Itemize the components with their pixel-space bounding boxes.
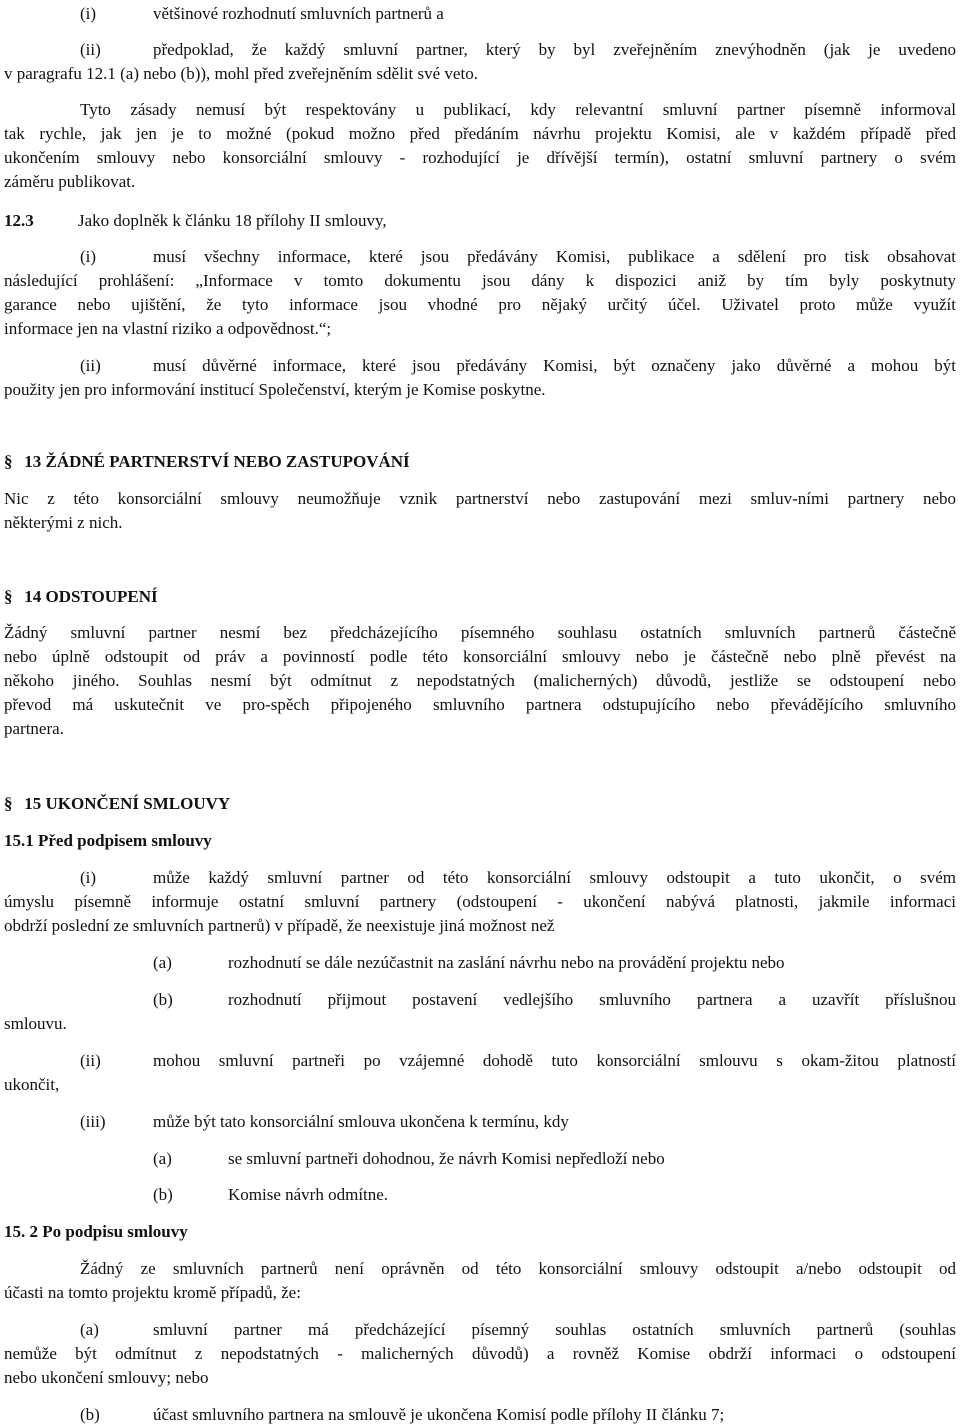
section-15-1-i-b	[4, 988, 956, 1036]
paragraph-line: ukončením smlouvy nebo konsorciální smlouvy - rozhodující je dřívější termín), ostatní smluvní partnery o svém	[4, 148, 956, 167]
paragraph-line: Nic z této konsorciální smlouvy neumožňuje vznik partnerství nebo zastupování mezi smluv-ními partnery nebo	[4, 489, 956, 508]
item-text: informace jen na vlastní riziko a odpovědnost.“;	[4, 319, 332, 338]
item-ii	[4, 38, 956, 62]
section-12-3-intro	[4, 209, 956, 233]
paragraph-line: tak rychle, jak jen je to možné (pokud možno před předáním návrhu projektu Komisi, ale v každém případě před	[4, 124, 956, 143]
item-label: (i)	[80, 4, 97, 23]
paragraph-line: Tyto zásady nemusí být respektovány u publikací, kdy relevantní smluvní partner písemně informoval	[80, 100, 956, 119]
section-15-1-heading: 15.1 Před podpisem smlouvy	[4, 831, 212, 850]
item-label: (a)	[153, 953, 172, 972]
item-text: se smluvní partneři dohodnou, že návrh Komisi nepředloží nebo	[228, 1149, 665, 1168]
section-sign: §	[4, 452, 13, 471]
item-text: ukončit,	[4, 1075, 60, 1094]
heading-text: 14 ODSTOUPENÍ	[24, 587, 158, 606]
item-text: smlouvu.	[4, 1014, 67, 1033]
item-text: mohou smluvní partneři po vzájemné dohodě tuto konsorciální smlouvu s okam-žitou platností	[153, 1051, 956, 1070]
section-intro: Jako doplněk k článku 18 přílohy II smlouvy,	[78, 211, 387, 230]
paragraph-line: partnera.	[4, 719, 64, 738]
item-label: (i)	[80, 247, 97, 266]
section-14-body	[4, 621, 956, 741]
paragraph-line: někoho jiného. Souhlas nesmí být odmítnut z nepodstatných (malicherných) důvodů, jestliže se odstoupení nebo	[4, 671, 956, 690]
item-text: může každý smluvní partner od této konsorciální smlouvy odstoupit a tuto ukončit, o svém	[153, 868, 956, 887]
item-ii-cont: v paragrafu 12.1 (a) nebo (b)), mohl před zveřejněním sdělit své veto.	[4, 64, 478, 83]
paragraph-line: některými z nich.	[4, 513, 123, 532]
item-text: nebo ukončení smlouvy; nebo	[4, 1368, 209, 1387]
item-text: většinové rozhodnutí smluvních partnerů a	[153, 4, 444, 23]
paragraph-line: převod má uskutečnit ve pro-spěch připojeného smluvního partnera odstupujícího nebo převádějícího smluvního	[4, 695, 956, 714]
item-text: garance nebo ujištění, že tyto informace jsou vhodné pro nějaký určitý účel. Uživatel proto může využít	[4, 295, 956, 314]
item-text: musí důvěrné informace, které jsou předávány Komisi, být označeny jako důvěrné a mohou být	[153, 356, 956, 375]
paragraph-zasady	[4, 98, 956, 194]
item-label: (ii)	[80, 40, 101, 59]
item-text: použity jen pro informování institucí Společenství, kterým je Komise poskytne.	[4, 380, 546, 399]
section-12-3-ii	[4, 354, 956, 402]
section-13-body	[4, 487, 956, 535]
paragraph-line: Žádný ze smluvních partnerů není oprávněn od této konsorciální smlouvy odstoupit a/nebo odstoupit od	[80, 1259, 956, 1278]
section-sign: §	[4, 794, 13, 813]
item-label: (b)	[153, 990, 173, 1009]
item-label: (a)	[80, 1320, 99, 1339]
item-label: (b)	[80, 1405, 100, 1424]
section-15-2-heading: 15. 2 Po podpisu smlouvy	[4, 1222, 188, 1241]
paragraph-line: Žádný smluvní partner nesmí bez předcházejícího písemného souhlasu ostatních smluvních partnerů částečně	[4, 623, 956, 642]
section-15-2-a	[4, 1318, 956, 1390]
item-text: Komise návrh odmítne.	[228, 1185, 389, 1204]
item-text: smluvní partner má předcházející písemný souhlas ostatních smluvních partnerů (souhlas	[153, 1320, 956, 1339]
paragraph-line: účasti na tomto projektu kromě případů, že:	[4, 1283, 301, 1302]
item-label: (ii)	[80, 356, 101, 375]
item-text: nemůže být odmítnut z nepodstatných - malicherných důvodů) a rovněž Komise obdrží informaci o odstoupení	[4, 1344, 956, 1363]
section-12-3-i	[4, 245, 956, 341]
section-number: 12.3	[4, 211, 34, 230]
paragraph-line: nebo úplně odstoupit od práv a povinností podle této konsorciální smlouvy nebo je částečně nebo plně převést na	[4, 647, 956, 666]
section-15-1-ii	[4, 1049, 956, 1097]
paragraph-line: záměru publikovat.	[4, 172, 136, 191]
item-text: rozhodnutí se dále nezúčastnit na zaslání návrhu nebo na provádění projektu nebo	[228, 953, 785, 972]
heading-text: 15 UKONČENÍ SMLOUVY	[24, 794, 231, 813]
item-label: (b)	[153, 1185, 173, 1204]
item-text: předpoklad, že každý smluvní partner, který by byl zveřejněním znevýhodněn (jak je uvedeno	[153, 40, 956, 59]
section-15-heading	[4, 792, 230, 816]
item-text: obdrží poslední ze smluvních partnerů) v případě, že neexistuje jiná možnost než	[4, 916, 555, 935]
item-text: následující prohlášení: „Informace v tomto dokumentu jsou dány k dispozici aniž by tím byly poskytnuty	[4, 271, 956, 290]
section-sign: §	[4, 587, 13, 606]
section-14-heading	[4, 585, 158, 609]
item-label: (ii)	[80, 1051, 101, 1070]
item-label: (iii)	[80, 1112, 106, 1131]
section-15-2-body	[4, 1257, 956, 1305]
item-text: úmyslu písemně informuje ostatní smluvní partnery (odstoupení - ukončení nabývá platnosti, jakmile informaci	[4, 892, 956, 911]
item-text: musí všechny informace, které jsou předávány Komisi, publikace a sdělení pro tisk obsahovat	[153, 247, 956, 266]
item-text: rozhodnutí přijmout postavení vedlejšího smluvního partnera a uzavřít příslušnou	[228, 990, 956, 1009]
section-15-1-i	[4, 866, 956, 938]
item-label: (a)	[153, 1149, 172, 1168]
item-label: (i)	[80, 868, 97, 887]
heading-text: 13 ŽÁDNÉ PARTNERSTVÍ NEBO ZASTUPOVÁNÍ	[24, 452, 410, 471]
item-text: může být tato konsorciální smlouva ukončena k termínu, kdy	[153, 1112, 569, 1131]
item-text: účast smluvního partnera na smlouvě je ukončena Komisí podle přílohy II článku 7;	[153, 1405, 725, 1424]
section-13-heading	[4, 450, 410, 474]
